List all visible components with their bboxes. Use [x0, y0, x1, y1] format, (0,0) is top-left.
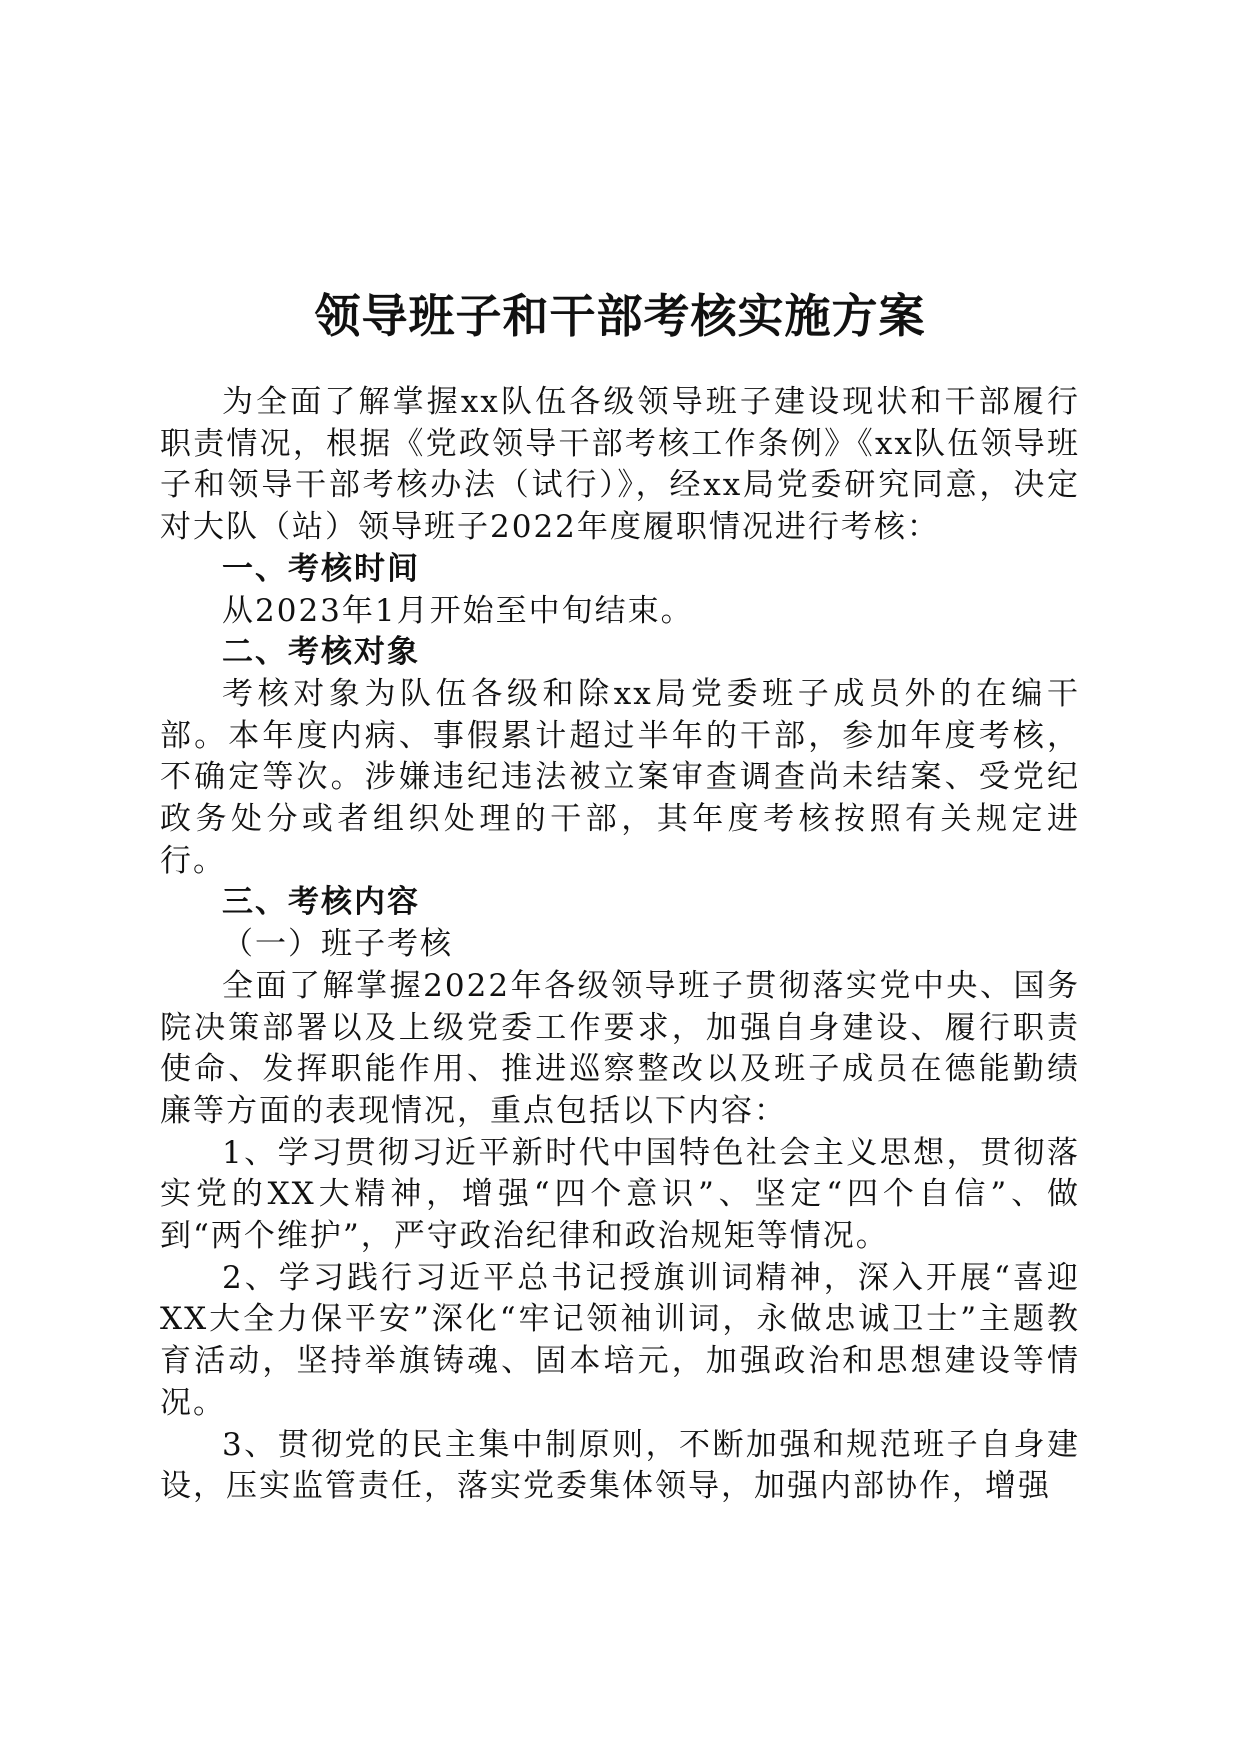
section-heading-time: 一、考核时间	[222, 550, 420, 587]
section-heading-content: 三、考核内容	[222, 884, 420, 921]
section-heading-target: 二、考核对象	[222, 634, 420, 671]
section-time-text: 从2023年1月开始至中旬结束。	[222, 592, 694, 629]
document-title: 领导班子和干部考核实施方案	[314, 288, 926, 343]
intro-paragraph: 为全面了解掌握xx队伍各级领导班子建设现状和干部履行职责情况，根据《党政领导干部考核工作条例》《xx队伍领导班子和领导干部考核办法（试行）》，经xx局党委研究同意，决定对大队（站）领导班子2022年度履职情况进行考核：	[160, 384, 1080, 546]
list-item-3: 3、贯彻党的民主集中制原则，不断加强和规范班子自身建设，压实监管责任，落实党委集体领导，加强内部协作，增强	[160, 1426, 1080, 1505]
list-item-2: 2、学习践行习近平总书记授旗训词精神，深入开展“喜迎XX大全力保平安”深化“牢记领袖训词，永做忠诚卫士”主题教育活动，坚持举旗铸魂、固本培元，加强政治和思想建设等情况。	[160, 1259, 1080, 1421]
subsection-team-text: 全面了解掌握2022年各级领导班子贯彻落实党中央、国务院决策部署以及上级党委工作要求，加强自身建设、履行职责使命、发挥职能作用、推进巡察整改以及班子成员在德能勤绩廉等方面的表现情况，重点包括以下内容：	[160, 967, 1080, 1129]
document-body	[160, 382, 1080, 1508]
section-target-text: 考核对象为队伍各级和除xx局党委班子成员外的在编干部。本年度内病、事假累计超过半年的干部，参加年度考核，不确定等次。涉嫌违纪违法被立案审查调查尚未结案、受党纪政务处分或者组织处理的干部，其年度考核按照有关规定进行。	[160, 675, 1080, 879]
list-item-1: 1、学习贯彻习近平新时代中国特色社会主义思想，贯彻落实党的XX大精神，增强“四个意识”、坚定“四个自信”、做到“两个维护”，严守政治纪律和政治规矩等情况。	[160, 1134, 1080, 1255]
subsection-heading-team: （一）班子考核	[222, 926, 453, 963]
